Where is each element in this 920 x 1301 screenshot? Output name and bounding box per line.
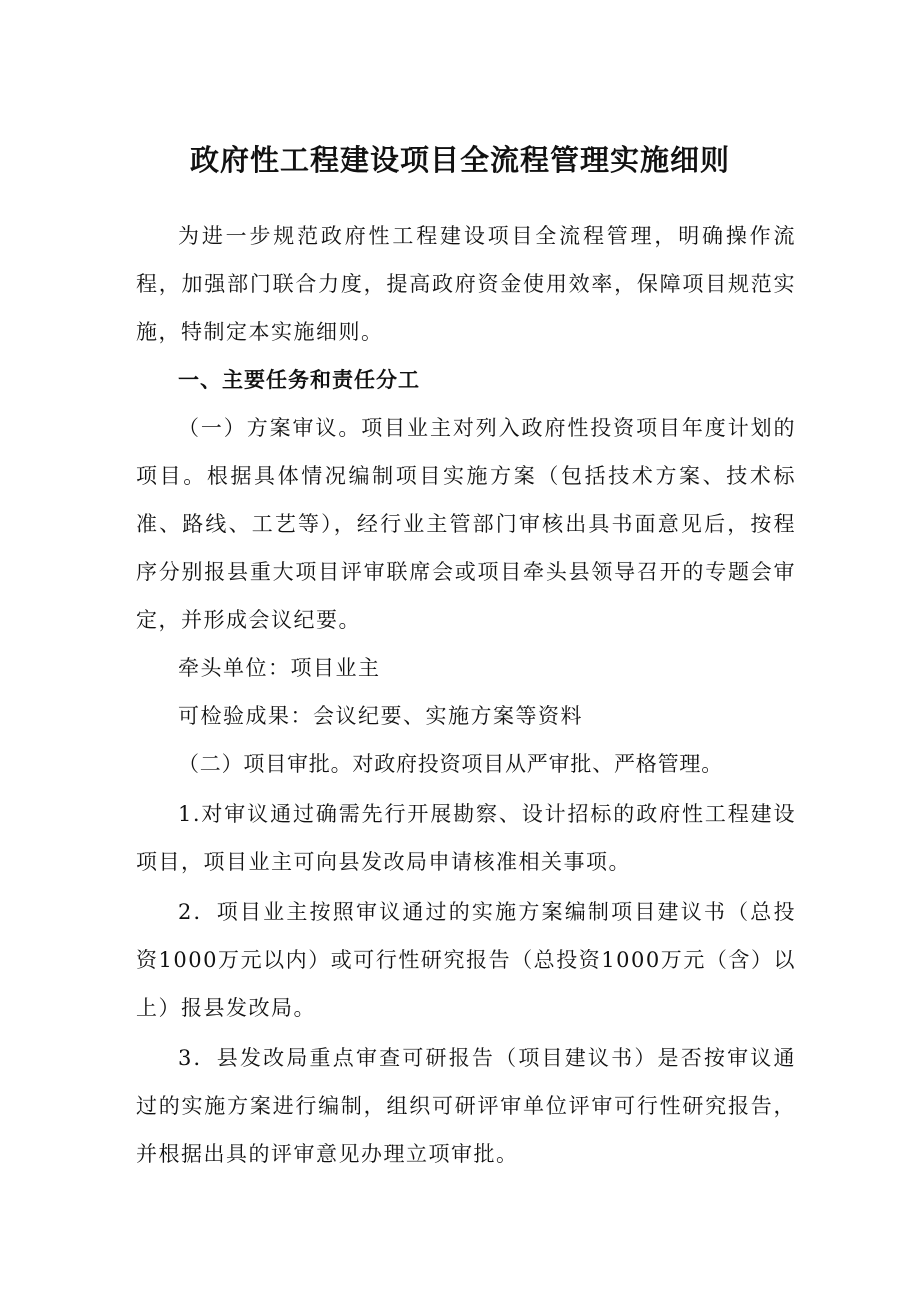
section-heading-tasks: 一、主要任务和责任分工 — [178, 368, 420, 392]
item-plan-review: （一）方案审议。项目业主对列入政府性投资项目年度计划的项目。根据具体情况编制项目实施方案（包括技术方案、技术标准、路线、工艺等），经行业主管部门审核出具书面意见后，按程序分别报县重大项目评审联席会或项目牵头县领导召开的专题会审定，并形成会议纪要。 — [136, 416, 796, 632]
document-body — [136, 212, 796, 1178]
point-1: 1.对审议通过确需先行开展勘察、设计招标的政府性工程建设项目，项目业主可向县发改局申请核准相关事项。 — [136, 802, 796, 874]
lead-unit-line: 牵头单位：项目业主 — [178, 656, 381, 680]
point-3: 3．县发改局重点审查可研报告（项目建议书）是否按审议通过的实施方案进行编制，组织可研评审单位评审可行性研究报告，并根据出具的评审意见办理立项审批。 — [136, 1046, 796, 1166]
item-project-approval: （二）项目审批。对政府投资项目从严审批、严格管理。 — [178, 752, 723, 776]
point-2: 2．项目业主按照审议通过的实施方案编制项目建议书（总投资1000万元以内）或可行性研究报告（总投资1000万元（含）以上）报县发改局。 — [136, 900, 796, 1020]
intro-paragraph: 为进一步规范政府性工程建设项目全流程管理，明确操作流程，加强部门联合力度，提高政府资金使用效率，保障项目规范实施，特制定本实施细则。 — [136, 224, 796, 344]
document-title: 政府性工程建设项目全流程管理实施细则 — [189, 143, 730, 177]
verifiable-result-line: 可检验成果：会议纪要、实施方案等资料 — [178, 704, 583, 728]
